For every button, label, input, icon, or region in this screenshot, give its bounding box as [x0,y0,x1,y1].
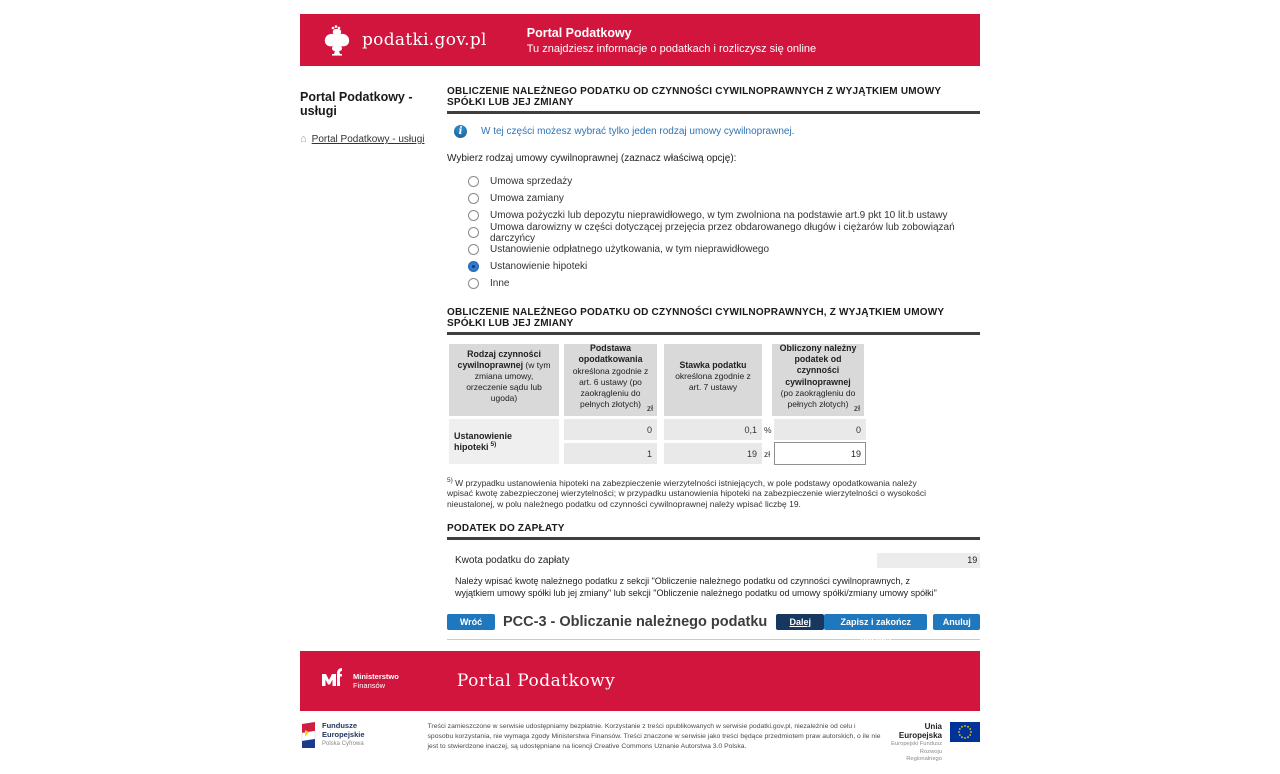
tax-amount-input[interactable] [774,442,866,465]
unit-zl: zł [646,402,653,413]
section2-heading: OBLICZENIE NALEŻNEGO PODATKU OD CZYNNOŚCI CYWILNOPRAWNYCH, Z WYJĄTKIEM UMOWY SPÓŁKI LUB JEJ ZMIANY [447,307,980,335]
radio-button[interactable] [468,193,479,204]
radio-button[interactable] [468,176,479,187]
tax-to-pay-field: 19 [877,553,980,568]
radio-label: Umowa sprzedaży [490,176,573,187]
sidebar-link-label: Portal Podatkowy - usługi [311,134,425,145]
form-title: PCC-3 - Obliczanie należnego podatku [503,613,768,630]
legal-text: Treści zamieszczone w serwisie udostępniamy bezpłatnie. Korzystanie z treści opublikowanych w serwisie podatki.gov.pl, niezależnie od celu i sposobu korzystania, nie wymaga zgody Ministerstwa Finansów. Treści znaczone w serwisie jako treści będące przedmiotem praw autorskich, o ile nie jest to stwierdzone inaczej, są udostępniane na licencji Creative Commons Uznanie Autorstwa 3.0 Polska. [427,722,881,751]
radio-option-inne[interactable] [468,275,980,292]
portal-title: Portal Podatkowy [526,25,632,40]
radio-option-umowa-darowizny[interactable] [468,221,980,244]
radio-button[interactable] [468,227,479,238]
next-button[interactable]: Dalej [776,614,824,630]
sidebar [300,86,447,640]
polish-eagle-icon [322,23,352,57]
col-header-stawka-podatku: Stawka podatku określona zgodnie z art. 7 ustawy [664,344,762,416]
save-and-finish-later-button[interactable]: Zapisz i zakończ później [824,614,927,630]
ministry-name: Ministerstwo Finansów [353,671,399,690]
radio-button-selected[interactable] [468,261,479,272]
brand-wordmark: podatki.gov.pl [362,30,487,50]
table-header-row [449,344,980,416]
tax-calculation-table [449,344,980,467]
home-icon: ⌂ [300,133,307,145]
tax-rate-cell: 19 [664,443,762,464]
footer-banner [300,651,980,711]
top-banner [300,14,980,66]
page [0,14,1280,763]
radio-option-umowa-zamiany[interactable] [468,190,980,207]
main-form [447,86,980,643]
col-header-podstawa-opodatkowania: Podstawa opodatkowania określona zgodnie z art. 6 ustawy (po zaokrągleniu do pełnych złotych) zł [564,344,657,416]
table-row [559,443,980,464]
unit-zl: zł [764,448,771,459]
european-funds-name: Fundusze Europejskie [322,720,365,739]
tax-to-pay-label: Kwota podatku do zapłaty [455,554,570,566]
contract-type-radio-group [468,173,980,292]
unit-percent: % [764,424,772,435]
info-text: W tej części możesz wybrać tylko jeden rodzaj umowy cywilnoprawnej. [481,126,795,137]
table-row [559,419,980,440]
footer-portal-title: Portal Podatkowy [456,670,616,691]
base-amount-cell: 0 [564,419,657,440]
european-funds-logo-icon [302,722,317,753]
radio-label: Ustanowienie odpłatnego użytkowania, w tym nieprawidłowego [490,244,770,255]
bottom-strip [300,722,980,774]
action-bar [447,613,980,643]
base-amount-cell: 1 [564,443,657,464]
choose-option-label: Wybierz rodzaj umowy cywilnoprawnej (zaznacz właściwą opcję): [447,153,737,164]
col-header-obliczony-podatek: Obliczony należny podatek od czynności cywilnoprawnej (po zaokrągleniu do pełnych złotych) zł [772,344,864,416]
radio-button[interactable] [468,278,479,289]
cancel-button[interactable]: Anuluj [933,614,980,630]
radio-label: Ustanowienie hipoteki [490,261,588,272]
section1-heading: OBLICZENIE NALEŻNEGO PODATKU OD CZYNNOŚCI CYWILNOPRAWNYCH Z WYJĄTKIEM UMOWY SPÓŁKI LUB JEJ ZMIANY [447,86,980,114]
unit-zl: zł [853,402,860,413]
radio-option-ustanowienie-hipoteki[interactable] [468,258,980,275]
row-label-ustanowienie-hipoteki: Ustanowienie hipoteki $^{5)}$ [449,419,559,464]
radio-label: Umowa pożyczki lub depozytu nieprawidłowego, w tym zwolniona na podstawie art.9 pkt 10 lit.b ustawy [490,210,948,221]
sidebar-title: Portal Podatkowy - usługi [300,90,413,118]
sidebar-item-home[interactable] [300,134,447,145]
info-icon: i [454,125,467,138]
footnote: $^{5)}$ W przypadku ustanowienia hipoteki na zabezpieczenie wierzytelności istniejących, w pole podstawy opodatkowania należy wpisać kwotę zabezpieczonej wierzytelności; w przypadku ustanowienia hipoteki na zabezpieczenie wierzytelności o wysokości nieustalonej, w polu należnego podatku od czynności cywilnoprawnej należy wpisać liczbę 19. [447,477,927,510]
back-button[interactable]: Wróć [447,614,495,630]
radio-option-ustanowienie-uzytkowania[interactable] [468,241,980,258]
table-body [449,419,980,467]
european-union-subtitle: Europejski Fundusz Rozwoju Regionalnego [891,740,942,763]
european-union-name: Unia Europejska [898,721,942,740]
tax-amount-cell: 0 [774,419,866,440]
eu-flag-icon [950,722,980,747]
tax-to-pay-help-text: Należy wpisać kwotę należnego podatku z sekcji "Obliczenie należnego podatku od czynności cywilnoprawnych, z wyjątkiem umowy spółki lub jej zmiany" lub sekcji "Obliczenie należnego podatku od umowy spółki/zmiany umowy spółki" [455,575,937,598]
ministry-of-finance-logo-icon [320,665,346,696]
radio-button[interactable] [468,244,479,255]
info-row [454,125,980,138]
section3-heading: PODATEK DO ZAPŁATY [447,523,980,540]
radio-option-umowa-sprzedazy[interactable] [468,173,980,190]
radio-label: Umowa darowizny w części dotyczącej przejęcia przez obdarowanego długów i ciężarów lub zobowiązań darczyńcy [490,221,955,244]
radio-button[interactable] [468,210,479,221]
european-funds-subtitle: Polska Cyfrowa [322,741,364,748]
radio-label: Umowa zamiany [490,193,564,204]
tax-rate-cell: 0,1 [664,419,762,440]
col-header-rodzaj-czynnosci: Rodzaj czynności cywilnoprawnej (w tym zmiana umowy, orzeczenie sądu lub ugoda) [449,344,559,416]
portal-subtitle: Tu znajdziesz informacje o podatkach i rozliczysz się online [526,42,817,55]
radio-label: Inne [490,278,510,289]
